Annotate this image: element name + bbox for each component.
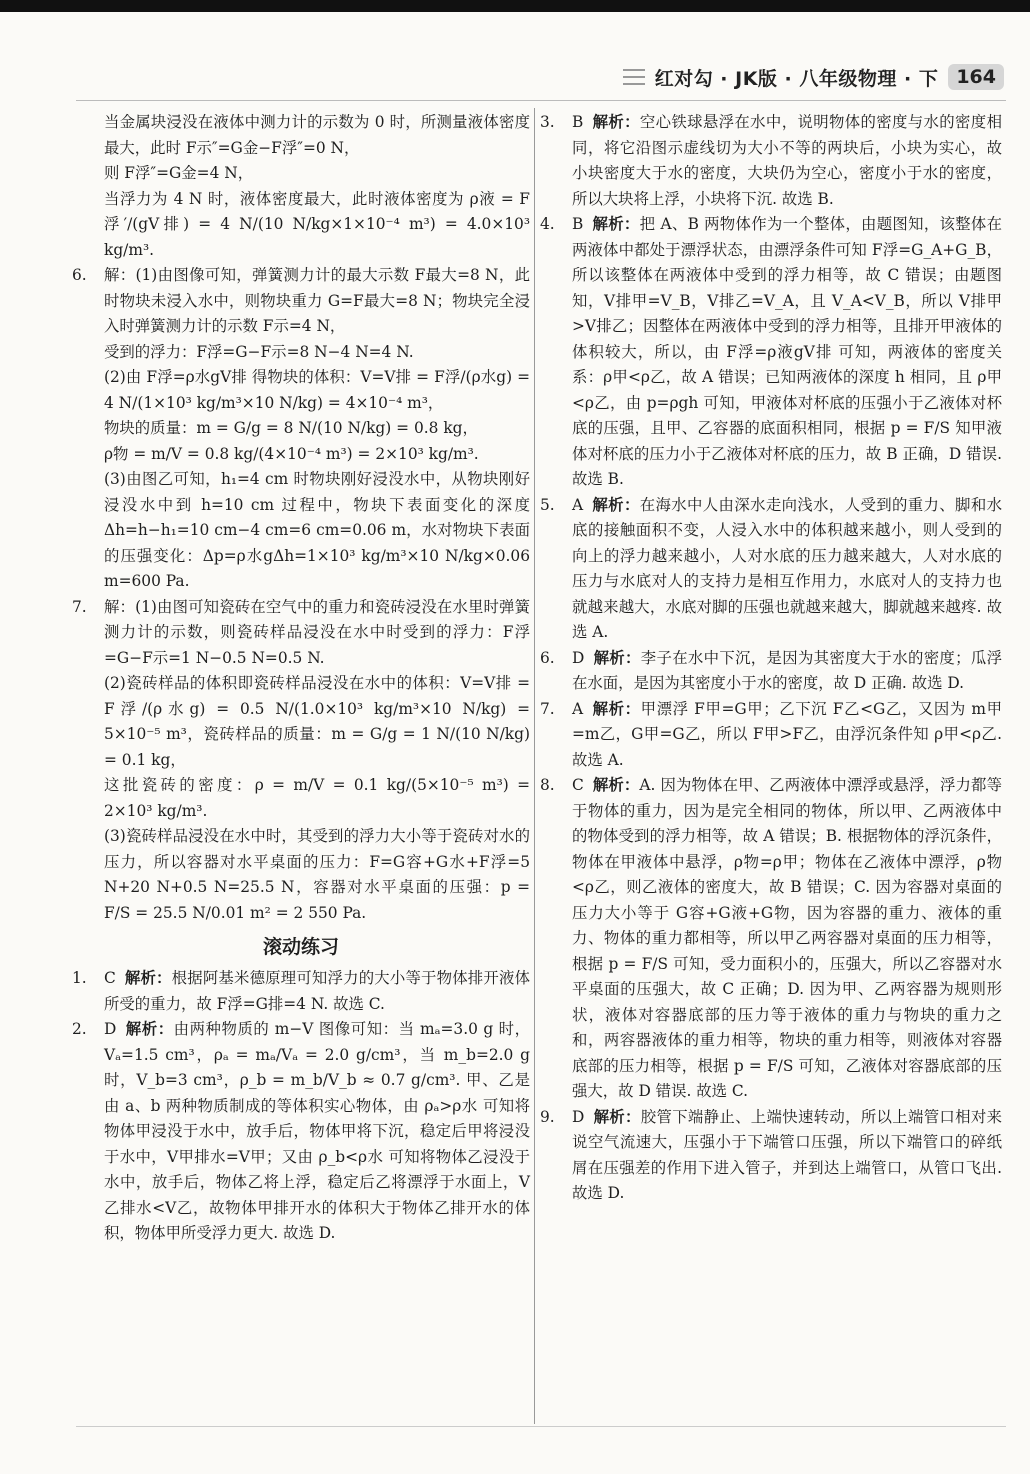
solution-paragraph: 这批瓷砖的密度：ρ = m/V = 0.1 kg/(5×10⁻⁵ m³) = 2×10³ kg/m³.: [104, 776, 530, 820]
item-number: 4.: [540, 215, 555, 233]
top-edge-bar: [0, 0, 1030, 12]
answer-letter: D: [572, 1107, 589, 1126]
left-column: [72, 110, 530, 1247]
section-title: 滚动练习: [262, 936, 339, 958]
item-number: 3.: [540, 113, 555, 131]
solution-paragraph: 受到的浮力：F浮=G−F示=8 N−4 N=4 N.: [104, 342, 414, 361]
solution-7: [72, 595, 530, 927]
answer-letter: D: [104, 1020, 121, 1038]
review-9: [540, 1105, 1002, 1207]
item-number: 5.: [540, 495, 555, 514]
right-column: [540, 110, 1002, 1207]
page-header: [623, 62, 1004, 92]
review-2: [72, 1017, 530, 1247]
intro-block: [72, 110, 530, 263]
analysis-label: 解析：: [593, 648, 641, 667]
analysis-label: 解析：: [592, 215, 640, 233]
analysis-text: 李子在水中下沉，是因为其密度大于水的密度；瓜浮在水面，是因为其密度小于水的密度，故 D 正确. 故选 D.: [572, 648, 1002, 692]
solution-paragraph: 解：(1)由图像可知，弹簧测力计的最大示数 F最大=8 N，此时物块未浸入水中，则物块重力 G=F最大=8 N；物块完全浸入时弹簧测力计的示数 F示=4 N，: [104, 266, 530, 335]
solution-6: [72, 263, 530, 595]
solution-paragraph: ρ物 = m/V = 0.8 kg/(4×10⁻⁴ m³) = 2×10³ kg/m³.: [104, 444, 479, 463]
item-number: 9.: [540, 1107, 555, 1126]
solution-paragraph: (2)瓷砖样品的体积即瓷砖样品浸没在水中的体积：V=V排 = F浮/(ρ水g) = 0.5 N/(1.0×10³ kg/m³×10 N/kg) = 5×10⁻⁵ m³，瓷砖样品的质量：m = G/g = 1 N/(10 N/kg) = 0.1 kg，: [104, 674, 530, 769]
analysis-text: 甲漂浮 F甲=G甲；乙下沉 F乙<G乙，又因为 m甲=m乙，G甲=G乙，所以 F甲>F乙，由浮沉条件知 ρ甲<ρ乙. 故选 A.: [572, 699, 1002, 769]
analysis-label: 解析：: [124, 969, 172, 987]
analysis-label: 解析：: [592, 699, 641, 718]
answer-letter: B: [572, 113, 588, 131]
review-1: [72, 966, 530, 1017]
review-7: [540, 697, 1002, 774]
item-number: 7.: [72, 597, 87, 616]
item-number: 2.: [72, 1020, 87, 1038]
item-number: 6.: [72, 266, 87, 284]
item-number: 8.: [540, 776, 555, 794]
review-5: [540, 493, 1002, 646]
answer-letter: C: [104, 969, 120, 987]
solution-paragraph: (3)瓷砖样品浸没在水中时，其受到的浮力大小等于瓷砖对水的压力，所以容器对水平桌面的压力：F=G容+G水+F浮=5 N+20 N+0.5 N=25.5 N，容器对水平桌面的压强：p = F/S = 25.5 N/0.01 m² = 2 550 Pa.: [104, 827, 530, 922]
review-4: [540, 212, 1002, 493]
analysis-text: A. 因为物体在甲、乙两液体中漂浮或悬浮，浮力都等于物体的重力，因为是完全相同的物体，所以甲、乙两液体中的物体受到的浮力相等，故 A 错误；B. 根据物体的浮沉条件，物体在甲液体中悬浮，ρ物=ρ甲；物体在乙液体中漂浮，ρ物<ρ乙，则乙液体的密度大，故 B 错误；C. 因为容器对桌面的压力大小等于 G容+G液+G物，因为容器的重力、液体的重力、物体的重力都相等，所以甲乙两容器对桌面的压力相等，根据 p = F/S 可知，受力面积小的，压强大，所以乙容器对水平桌面的压强大，故 C 正确；D. 因为甲、乙两容器为规则形状，液体对容器底部的压力等于液体的重力与物块的重力之和，两容器液体的重力相等，物块的重力相等，则液体对容器底部的压力相等，根据 p = F/S 可知，乙液体对容器底部的压强大，故 D 错误. 故选 C.: [572, 776, 1002, 1100]
review-3: [540, 110, 1002, 212]
analysis-text: 胶管下端静止、上端快速转动，所以上端管口相对来说空气流速大，压强小于下端管口压强，所以下端管口的碎纸屑在压强差的作用下进入管子，并到达上端管口，从管口飞出. 故选 D.: [572, 1107, 1002, 1202]
item-number: 7.: [540, 699, 555, 718]
analysis-text: 空心铁球悬浮在水中，说明物体的密度与水的密度相同，将它沿图示虚线切为大小不等的两块后，小块为实心，故小块密度大于水的密度，大块仍为空心，密度小于水的密度，所以大块将上浮，小块将下沉. 故选 B.: [572, 113, 1002, 208]
review-8: [540, 773, 1002, 1105]
analysis-label: 解析：: [125, 1020, 174, 1038]
footer-divider: [76, 1426, 1006, 1427]
analysis-label: 解析：: [592, 776, 640, 794]
solution-paragraph: (2)由 F浮=ρ水gV排 得物块的体积：V=V排 = F浮/(ρ水g) = 4 N/(1×10³ kg/m³×10 N/kg) = 4×10⁻⁴ m³，: [104, 368, 530, 412]
item-number: 1.: [72, 969, 87, 987]
solution-paragraph: (3)由图乙可知，h₁=4 cm 时物块刚好浸没水中，从物块刚好浸没水中到 h=10 cm 过程中，物块下表面变化的深度 Δh=h−h₁=10 cm−4 cm=6 cm=0.06 m，水对物块下表面的压强变化：Δp=ρ水gΔh=1×10³ kg/m³×10 N/kg×0.06 m=600 Pa.: [104, 470, 530, 590]
analysis-text: 在海水中人由深水走向浅水，人受到的重力、脚和水底的接触面积不变，人浸入水中的体积越来越小，则人受到的向上的浮力越来越小，人对水底的压力越来越大，人对水底的压力与水底对人的支持力是相互作用力，水底对人的支持力也就越来越大，水底对脚的压强也就越来越大，脚就越来越疼. 故选 A.: [572, 495, 1002, 641]
review-6: [540, 646, 1002, 697]
analysis-label: 解析：: [592, 495, 640, 514]
solution-paragraph: 物块的质量：m = G/g = 8 N/(10 N/kg) = 0.8 kg，: [104, 419, 478, 437]
analysis-label: 解析：: [592, 113, 640, 131]
item-number: 6.: [540, 648, 555, 667]
answer-letter: D: [572, 648, 589, 667]
answer-letter: C: [572, 776, 588, 794]
intro-line: 当金属块浸没在液体中测力计的示数为 0 时，所测量液体密度最大，此时 F示″=G金−F浮″=0 N，: [104, 113, 530, 157]
book-title: 红对勾 · JK版 · 八年级物理 · 下: [654, 67, 939, 90]
page-number: 164: [948, 64, 1004, 90]
solution-paragraph: 解：(1)由图可知瓷砖在空气中的重力和瓷砖浸没在水里时弹簧测力计的示数，则瓷砖样品浸没在水中时受到的浮力：F浮=G−F示=1 N−0.5 N=0.5 N.: [104, 597, 530, 667]
answer-letter: A: [572, 699, 588, 718]
intro-line: 当浮力为 4 N 时，液体密度最大，此时液体密度为 ρ液 = F浮′/(gV排) = 4 N/(10 N/kg×1×10⁻⁴ m³) = 4.0×10³ kg/m³.: [104, 189, 530, 259]
column-divider: [534, 108, 535, 1424]
header-lines-icon: [623, 69, 645, 85]
header-divider: [76, 100, 1006, 101]
analysis-text: 根据阿基米德原理可知浮力的大小等于物体排开液体所受的重力，故 F浮=G排=4 N. 故选 C.: [104, 969, 530, 1013]
intro-line: 则 F浮″=G金=4 N，: [104, 164, 254, 182]
answer-letter: A: [572, 495, 588, 514]
analysis-text: 把 A、B 两物体作为一个整体，由题图知，该整体在两液体中都处于漂浮状态，由漂浮条件可知 F浮=G_A+G_B，所以该整体在两液体中受到的浮力相等，故 C 错误；由题图知，V排甲=V_B，V排乙=V_A，且 V_A<V_B，所以 V排甲>V排乙；因整体在两液体中受到的浮力相等，且排开甲液体的体积较大，所以，由 F浮=ρ液gV排 可知，两液体的密度关系：ρ甲<ρ乙，故 A 错误；已知两液体的深度 h 相同，且 ρ甲<ρ乙，由 p=ρgh 可知，甲液体对杯底的压强小于乙液体对杯底的压强，且甲、乙容器的底面积相同，根据 p = F/S 知甲液体对杯底的压力小于乙液体对杯底的压力，故 B 正确，D 错误. 故选 B.: [572, 215, 1002, 488]
analysis-label: 解析：: [593, 1107, 641, 1126]
answer-letter: B: [572, 215, 588, 233]
analysis-text: 由两种物质的 m−V 图像可知：当 mₐ=3.0 g 时，Vₐ=1.5 cm³，ρₐ = mₐ/Vₐ = 2.0 g/cm³，当 m_b=2.0 g 时，V_b=3 cm³，ρ_b = m_b/V_b ≈ 0.7 g/cm³. 甲、乙是由 a、b 两种物质制成的等体积实心物体，由 ρₐ>ρ水 可知将物体甲浸没于水中，放手后，物体甲将下沉，稳定后甲将浸没于水中，V甲排水=V甲；又由 ρ_b<ρ水 可知将物体乙浸没于水中，放手后，物体乙将上浮，稳定后乙将漂浮于水面上，V乙排水<V乙，故物体甲排开水的体积大于物体乙排开水的体积，物体甲所受浮力更大. 故选 D.: [104, 1020, 530, 1242]
